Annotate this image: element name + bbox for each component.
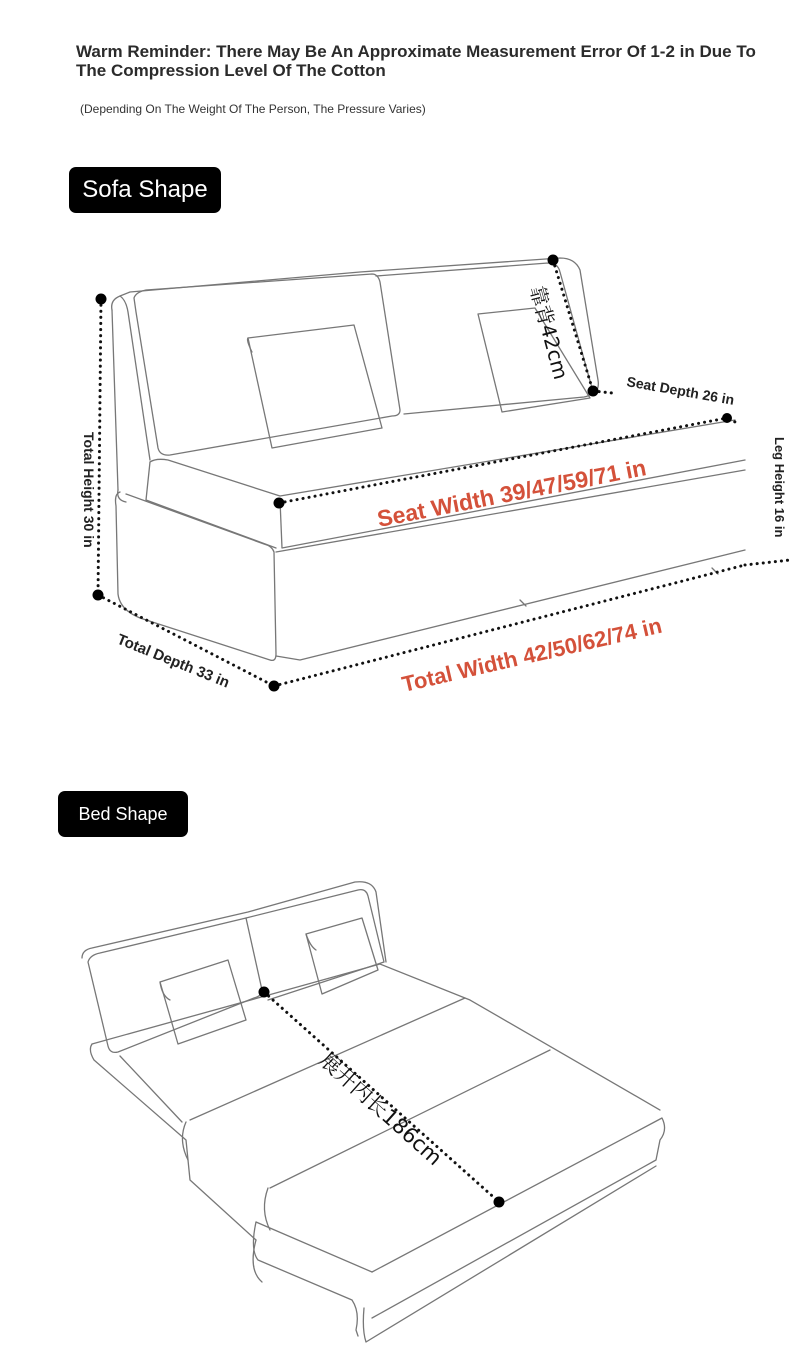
dimension-dot	[96, 294, 107, 305]
dimension-dot	[722, 413, 732, 423]
total-height-label: Total Height 30 in	[81, 432, 97, 548]
dimension-dot	[588, 386, 599, 397]
leg-height-label: Leg Height 16 in	[772, 437, 787, 538]
dimension-dot	[93, 590, 104, 601]
sofa-shape-badge-label: Sofa Shape	[82, 176, 208, 203]
dimension-dot	[259, 987, 270, 998]
unfolded-length-label: 展开内长186cm	[314, 1047, 447, 1171]
dimension-dot	[548, 255, 559, 266]
sofa-illustration	[112, 258, 745, 660]
sofa-dimension-lines	[93, 255, 790, 692]
bed-shape-badge-label: Bed Shape	[78, 803, 168, 824]
total-width-label: Total Width 42/50/62/74 in	[399, 612, 665, 697]
backrest-height-label: 靠背42cm	[525, 283, 574, 382]
dimension-dot	[269, 681, 280, 692]
dimension-dot	[274, 498, 285, 509]
warm-reminder-subtitle: (Depending On The Weight Of The Person, The Pressure Varies)	[80, 102, 426, 116]
seat-width-label: Seat Width 39/47/59/71 in	[374, 454, 649, 532]
seat-depth-label: Seat Depth 26 in	[625, 373, 736, 408]
total-depth-label: Total Depth 33 in	[114, 630, 232, 692]
warm-reminder-title: Warm Reminder: There May Be An Approximate Measurement Error Of 1-2 in Due To The Compression Level Of The Cotton	[76, 42, 756, 80]
dimension-dot	[494, 1197, 505, 1208]
